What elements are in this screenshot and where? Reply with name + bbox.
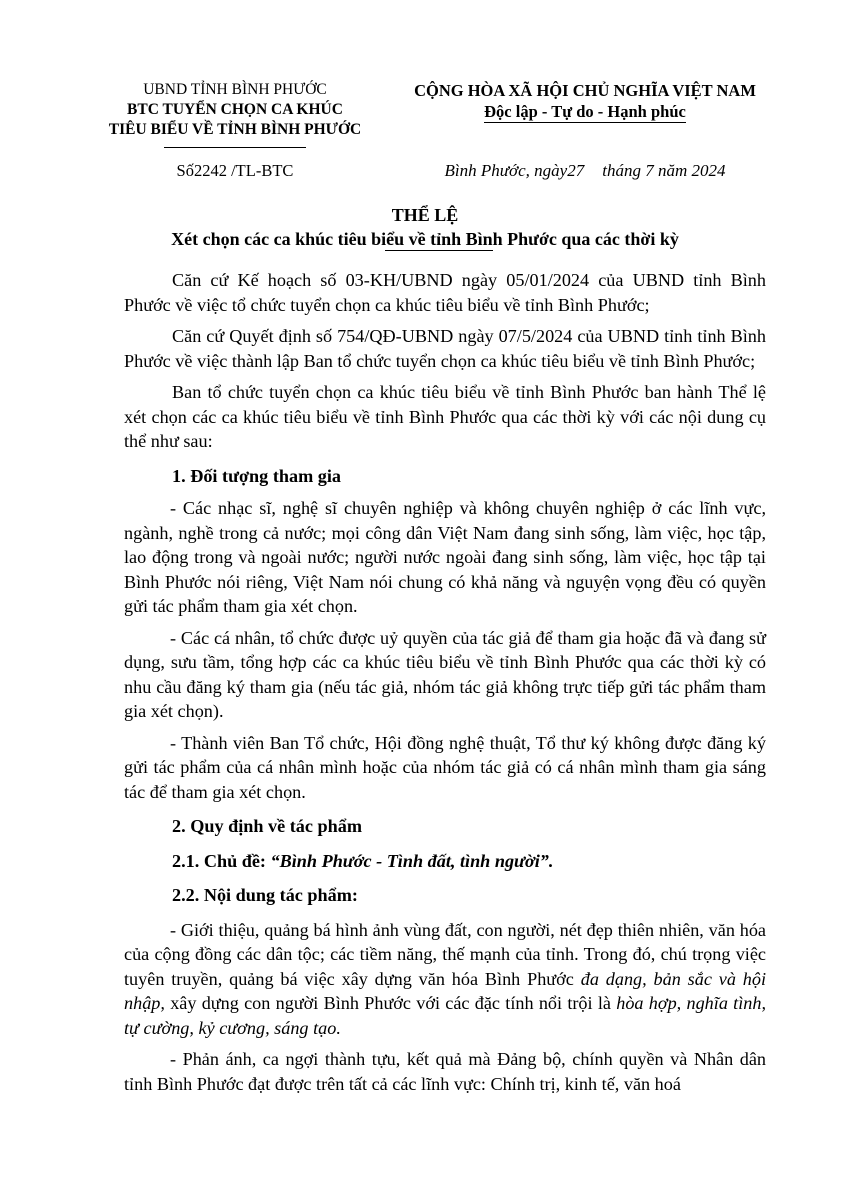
- title-main: THỂ LỆ: [391, 205, 459, 225]
- document-body: [124, 268, 766, 1103]
- date-suffix: tháng 7 năm 2024: [602, 161, 726, 180]
- document-number: Số2242 /TL-BTC: [176, 161, 294, 180]
- subsection-2-2: 2.2. Nội dung tác phẩm:: [172, 885, 358, 905]
- section-heading-1: 1. Đối tượng tham gia: [172, 465, 342, 486]
- participant-item-2: - Các cá nhân, tổ chức được uỷ quyền của tác giả để tham gia hoặc đã và đang sử dụng, sưu tầm, tổng hợp các ca khúc tiêu biểu về tỉnh Bình Phước qua các thời kỳ có nhu cầu đăng ký tham gia (nếu tác giả, nhóm tác giả không trực tiếp gửi tác phẩm tham gia xét chọn).: [124, 627, 766, 721]
- content-item-1: [124, 918, 766, 1041]
- section-heading-2: 2. Quy định về tác phẩm: [172, 816, 362, 836]
- national-heading: [400, 80, 770, 122]
- content-item-1-text-c: xây dựng con người Bình Phước với các đặc tính nổi trội là: [170, 993, 611, 1013]
- national-motto: [400, 101, 770, 122]
- title-subtitle: Xét chọn các ca khúc tiêu biểu về tỉnh Bình Phước qua các thời kỳ: [171, 229, 679, 249]
- preamble-paragraph-3: Ban tổ chức tuyển chọn ca khúc tiêu biểu về tỉnh Bình Phước ban hành Thể lệ xét chọn các ca khúc tiêu biểu về tỉnh Bình Phước qua các thời kỳ với các nội dung cụ thể như sau:: [124, 382, 766, 451]
- content-item-1-text-b: đa dạng, bản sắc và hội nhập,: [124, 968, 767, 1013]
- org-underline: [164, 147, 306, 148]
- document-title: [80, 203, 770, 251]
- preamble-paragraph-2: Căn cứ Quyết định số 754/QĐ-UBND ngày 07/5/2024 của UBND tỉnh tỉnh Bình Phước về việc thành lập Ban tổ chức tuyển chọn ca khúc tiêu biểu về tỉnh Bình Phước;: [124, 326, 766, 371]
- theme-value: “Bình Phước - Tình đất, tình người”.: [270, 850, 554, 871]
- org-line-1: UBND TỈNH BÌNH PHƯỚC: [143, 81, 327, 98]
- participant-item-1: - Các nhạc sĩ, nghệ sĩ chuyên nghiệp và không chuyên nghiệp ở các lĩnh vực, ngành, nghề trong cả nước; mọi công dân Việt Nam đang sinh sống, làm việc, học tập, lao động trong và ngoài nước; người nước ngoài đang sinh sống, làm việc, học tập tại Bình Phước nói riêng, Việt Nam nói chung có khả năng và nguyện vọng đều có quyền gửi tác phẩm tham gia xét chọn.: [124, 498, 766, 616]
- content-item-2: - Phản ánh, ca ngợi thành tựu, kết quả mà Đảng bộ, chính quyền và Nhân dân tỉnh Bình Phước đạt được trên tất cả các lĩnh vực: Chính trị, kinh tế, văn hoá: [124, 1049, 766, 1094]
- date-prefix: Bình Phước, ngày27: [444, 161, 585, 180]
- issuing-organization: [80, 80, 390, 140]
- theme-label: 2.1. Chủ đề:: [172, 850, 266, 871]
- preamble-paragraph-1: Căn cứ Kế hoạch số 03-KH/UBND ngày 05/01/2024 của UBND tỉnh Bình Phước về việc tổ chức tuyển chọn ca khúc tiêu biểu về tỉnh Bình Phước;: [124, 270, 766, 315]
- title-underline: [385, 250, 493, 251]
- nation-name: CỘNG HÒA XÃ HỘI CHỦ NGHĨA VIỆT NAM: [414, 81, 756, 100]
- org-line-3: TIÊU BIỂU VỀ TỈNH BÌNH PHƯỚC: [108, 121, 362, 138]
- org-line-2: BTC TUYỂN CHỌN CA KHÚC: [127, 101, 343, 118]
- subsection-2-1: [124, 849, 766, 874]
- content-item-1-text-a: - Giới thiệu, quảng bá hình ảnh vùng đất, con người, nét đẹp thiên nhiên, văn hóa của cộng đồng các dân tộc; các tiềm năng, thế mạnh của tỉnh. Trong đó, chú trọng việc tuyên truyền, quảng bá việc xây dựng văn hóa Bình Phước: [124, 919, 766, 989]
- participant-item-3: - Thành viên Ban Tổ chức, Hội đồng nghệ thuật, Tổ thư ký không được đăng ký gửi tác phẩm của cá nhân mình hoặc của nhóm tác giả có cá nhân mình tham gia sáng tác để tham gia xét chọn.: [124, 732, 766, 802]
- motto-text: Độc lập - Tự do - Hạnh phúc: [484, 102, 686, 121]
- date-line: [400, 161, 770, 181]
- content-item-1-text-d: hòa hợp, nghĩa tình, tự cường, kỷ cương, sáng tạo.: [124, 993, 767, 1038]
